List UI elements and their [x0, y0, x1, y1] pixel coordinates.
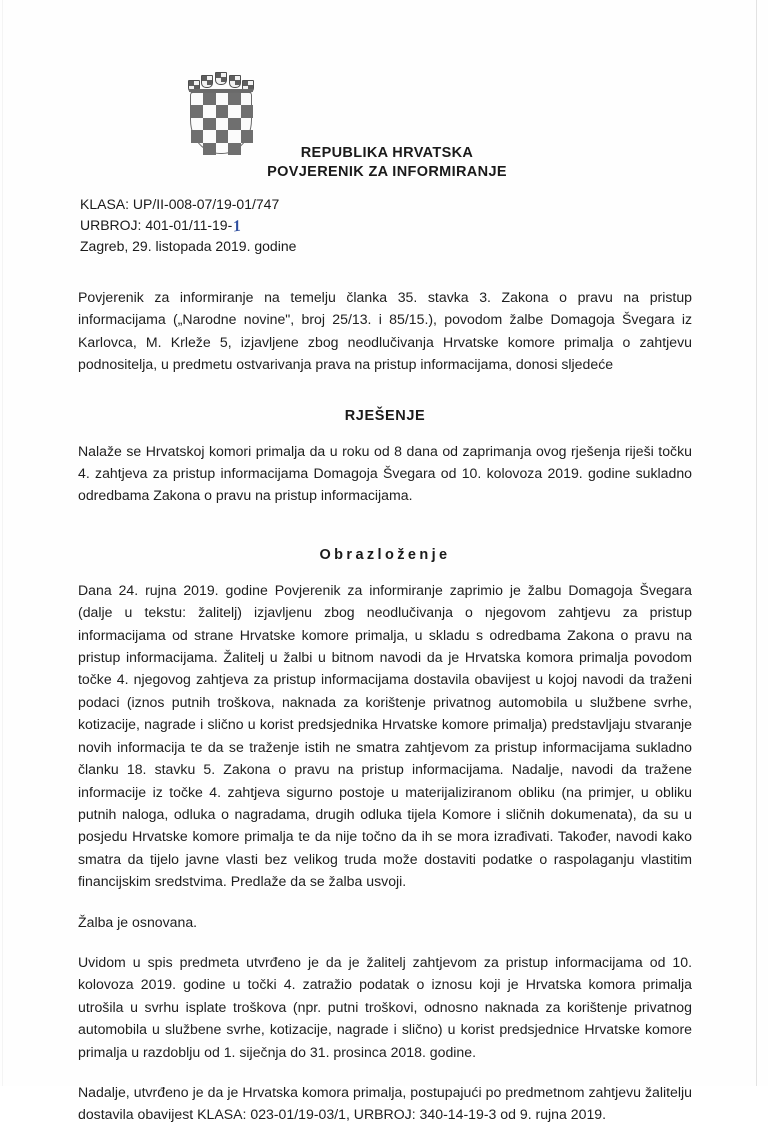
- checker-square: [203, 93, 215, 105]
- intro-paragraph: Povjerenik za informiranje na temelju članka 35. stavka 3. Zakona o pravu na pristup informacijama („Narodne novine", broj 25/13. i 85/15.), povodom žalbe Domagoja Švegara iz Karlovca, M. Krleže 5, izjavljene zbog neodlučivanja Hrvatske komore primalja o zahtjevu podnositelja, u predmetu ostvarivanja prava na pristup informacijama, donosi sljedeće: [78, 289, 692, 373]
- coat-of-arms-icon: [186, 72, 256, 154]
- urbroj-value: 401-01/11-19-: [145, 216, 233, 233]
- crown-shield-3: [215, 72, 227, 85]
- urbroj-row: [80, 215, 296, 237]
- explanation-paragraph-1: Dana 24. rujna 2019. godine Povjerenik za informiranje zaprimio je žalbu Domagoja Švegara (dalje u tekstu: žalitelj) izjavljenu zbog neodlučivanja o njegovom zahtjevu za pristup informacijama od strane Hrvatske komore primalja, u skladu s odredbama Zakona o pravu na pristup informacijama. Žalitelj u žalbi u bitnom navodi da je Hrvatska komora primalja povodom točke 4. njegovog zahtjeva za pristup informacijama dostavila obavijest u kojoj navodi da traženi podaci (iznos putnih troškova, naknada za korištenje privatnog automobila u službene svrhe, kotizacije, nagrade i slično u korist predsjednika Hrvatske komore primalja) predstavljaju stvaranje novih informacija te da se traženje istih ne smatra zahtjevom za pristup informacijama sukladno članku 18. stavku 5. Zakona o pravu na pristup informacijama. Nadalje, navodi da tražene informacije iz točke 4. zahtjeva sigurno postoje u materijaliziranom obliku (na primjer, u obliku putnih naloga, odluka o nagradama, drugih odluka tijela Komore i sličnih dokumenata), da su u posjedu Hrvatske komore primalja te da nije točno da ih se mora izrađivati. Također, navodi kako smatra da tijelo javne vlasti bez velikog truda može dostaviti podatke o raspolaganju vlastitim financijskim sredstvima. Predlaže da se žalba usvoji.: [78, 581, 692, 890]
- explanation-heading: Obrazloženje: [319, 546, 451, 563]
- decision-paragraph: Nalaže se Hrvatskoj komori primalja da u roku od 8 dana od zaprimanja ovog rješenja riješi točku 4. zahtjeva za pristup informacijama Domagoja Švegara od 10. kolovoza 2019. godine sukladno odredbama Zakona o pravu na pristup informacijama.: [78, 442, 692, 504]
- checker-square: [191, 105, 203, 117]
- checker-square: [241, 130, 253, 142]
- checker-square: [216, 105, 228, 117]
- organization-header: [0, 144, 768, 182]
- crown-shield-2: [201, 75, 213, 88]
- spacer-before-decision: [78, 394, 692, 408]
- checker-square: [228, 93, 240, 105]
- urbroj-handwritten-number: 1: [231, 216, 243, 236]
- urbroj-label: URBROJ:: [80, 216, 142, 233]
- crown-shield-4: [229, 75, 241, 88]
- header-line-republika: REPUBLIKA HRVATSKA: [300, 145, 474, 161]
- checker-square: [216, 130, 228, 142]
- crown-of-five-shields-icon: [188, 72, 254, 92]
- checker-square: [241, 105, 253, 117]
- checker-square: [228, 118, 240, 130]
- klasa-row: [80, 194, 296, 215]
- spacer-before-explanation: [78, 525, 692, 547]
- explanation-paragraph-2: Žalba je osnovana.: [78, 913, 198, 930]
- document-body: [78, 286, 692, 1144]
- place-and-date: Zagreb, 29. listopada 2019. godine: [80, 238, 297, 254]
- klasa-label: KLASA:: [80, 196, 130, 212]
- explanation-paragraph-4: Nadalje, utvrđeno je da je Hrvatska komora primalja, postupajući po predmetnom zahtjevu žalitelju dostavila obavijest KLASA: 023-01/19-03/1, URBROJ: 340-14-19-3 od 9. rujna 2019.: [78, 1083, 692, 1123]
- reference-block: [80, 194, 296, 257]
- explanation-paragraph-3: Uvidom u spis predmeta utvrđeno je da je žalitelj zahtjevom za pristup informacijama od 10. kolovoza 2019. godine u točki 4. zatražio podatak o iznosu koji je Hrvatska komora primalja utrošila u svrhu isplate troškova (npr. putni troškovi, odnosno naknada za korištenje privatnog automobila u službene svrhe, kotizacije, nagrade i slično) u korist predsjednice Hrvatske komore primalja u razdoblju od 1. siječnja do 31. prosinca 2018. godine.: [78, 953, 692, 1060]
- checker-square: [203, 118, 215, 130]
- checker-square: [191, 130, 203, 142]
- header-line-povjerenik: POVJERENIK ZA INFORMIRANJE: [267, 164, 507, 180]
- decision-heading: RJEŠENJE: [344, 407, 426, 424]
- klasa-value: UP/II-008-07/19-01/747: [132, 196, 280, 212]
